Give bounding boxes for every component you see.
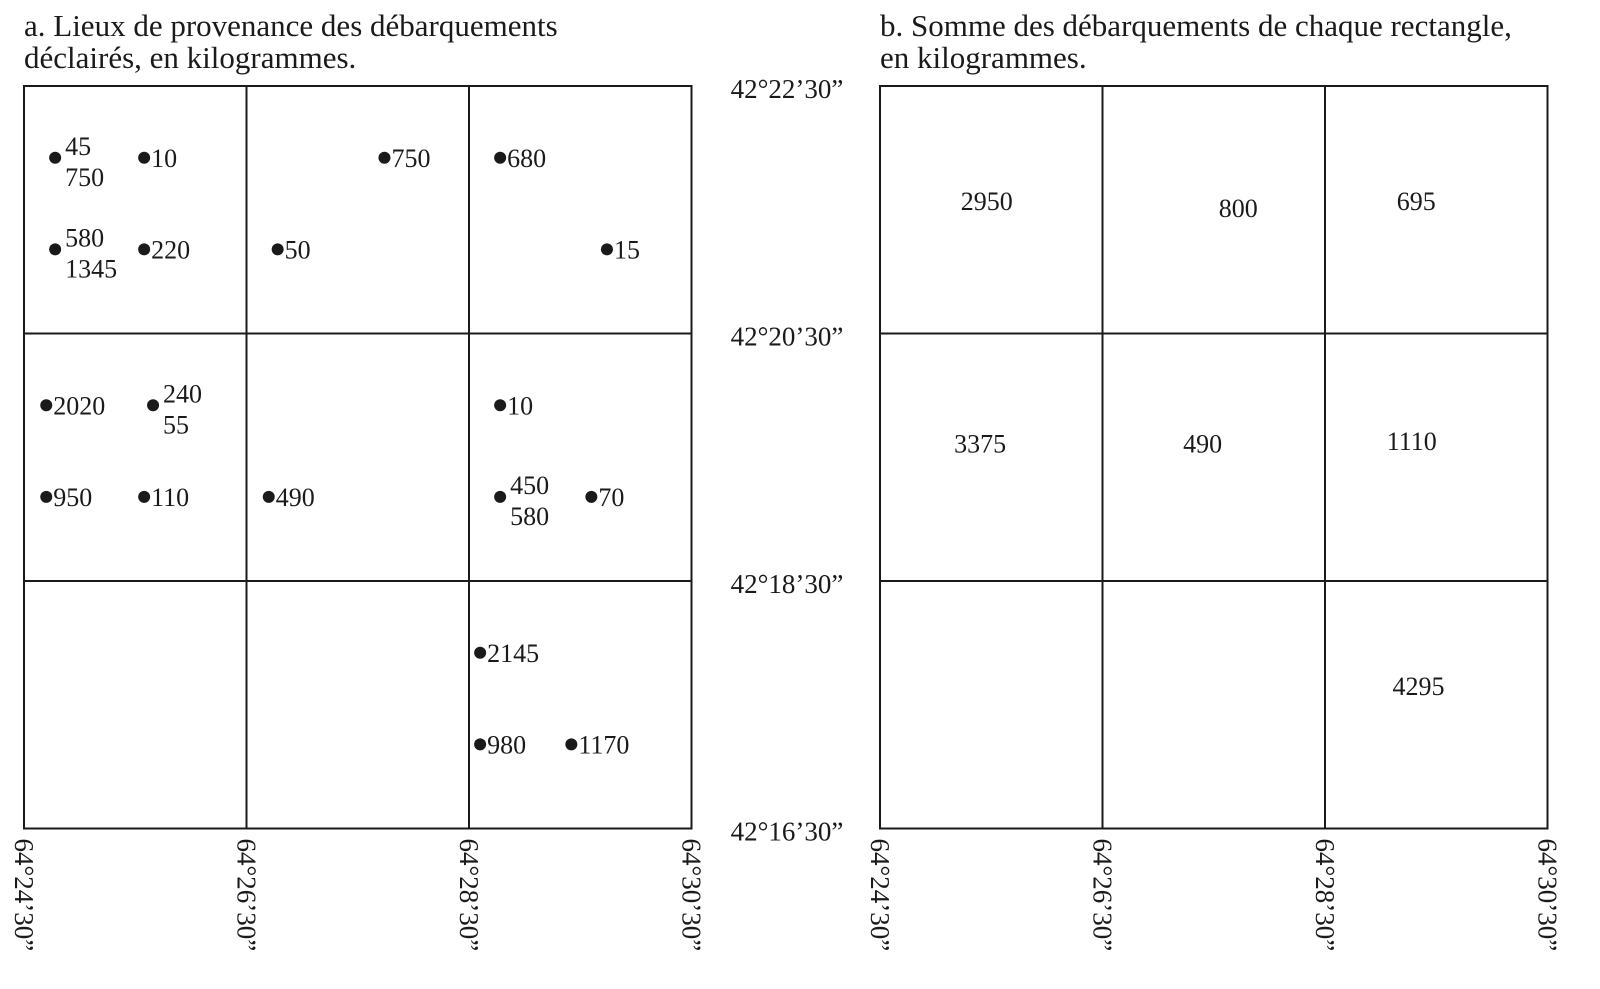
landing-point-value: 750 <box>65 162 105 192</box>
landing-point <box>138 235 190 264</box>
panel-a-frame <box>24 86 692 829</box>
landing-point <box>474 730 526 759</box>
landing-point-dot <box>565 738 577 750</box>
landing-point-value: 1345 <box>65 254 118 284</box>
landing-point-dot <box>378 152 390 164</box>
rectangle-sum-value: 800 <box>1218 194 1258 224</box>
landing-point <box>474 639 539 668</box>
landing-point <box>494 471 549 531</box>
panel-b-longitude-label: 64°30’30” <box>1532 838 1563 952</box>
landing-point-value: 2020 <box>53 391 106 421</box>
landing-point-dot <box>138 243 150 255</box>
landing-point-dot <box>40 491 52 503</box>
latitude-axis <box>731 74 844 847</box>
landing-point <box>49 223 117 283</box>
rectangle-sum-value: 1110 <box>1386 426 1437 456</box>
landing-point-value: 220 <box>151 235 191 265</box>
landing-point <box>40 483 92 512</box>
landing-point-value: 580 <box>65 223 105 253</box>
panel-a-title-line1: a. Lieux de provenance des débarquements <box>24 8 558 43</box>
landing-point-dot <box>49 243 61 255</box>
panel-a-longitude-label: 64°30’30” <box>676 838 707 952</box>
landing-point-value: 45 <box>65 131 92 161</box>
panel-a-longitude-label: 64°26’30” <box>231 838 262 952</box>
landing-point <box>147 379 202 439</box>
panel-a-grid <box>9 86 707 951</box>
panel-a-title-line2: déclairés, en kilogrammes. <box>24 40 357 75</box>
landing-point <box>40 391 105 420</box>
landing-point-value: 240 <box>163 379 203 409</box>
landing-point-dot <box>474 738 486 750</box>
latitude-label: 42°18’30” <box>730 569 844 599</box>
landing-point-value: 1170 <box>578 730 630 760</box>
landing-point-value: 680 <box>507 143 547 173</box>
landing-point-dot <box>272 243 284 255</box>
landing-point-value: 10 <box>151 143 178 173</box>
landing-point-dot <box>138 152 150 164</box>
panel-b-title-line2: en kilogrammes. <box>880 40 1087 75</box>
landing-point-dot <box>263 491 275 503</box>
landing-point <box>272 235 311 264</box>
rectangle-sum-value: 3375 <box>954 429 1007 459</box>
panel-b-longitude-label: 64°28’30” <box>1310 838 1340 952</box>
rectangle-sum-value: 490 <box>1183 429 1223 459</box>
landing-point-value: 490 <box>275 482 315 512</box>
rectangle-sum-value: 695 <box>1396 186 1436 216</box>
landing-point-value: 580 <box>510 501 550 531</box>
landing-point <box>378 144 430 173</box>
rectangle-sum-value: 4295 <box>1392 671 1445 701</box>
landing-point <box>494 391 533 420</box>
rectangle-sum-value: 2950 <box>960 186 1013 216</box>
landing-point-dot <box>585 491 597 503</box>
landing-point-value: 70 <box>598 482 625 512</box>
panel-b-title-line1: b. Somme des débarquements de chaque rectangle, <box>880 8 1512 43</box>
panel-b-longitude-label: 64°24’30” <box>865 838 895 952</box>
landing-point-value: 950 <box>53 482 93 512</box>
landing-point-dot <box>494 399 506 411</box>
landing-point <box>49 132 104 192</box>
landing-point-value: 750 <box>391 143 431 173</box>
latitude-label: 42°16’30” <box>730 816 844 847</box>
landing-point <box>601 235 640 264</box>
landing-point <box>565 730 629 759</box>
landing-point-value: 15 <box>613 235 640 265</box>
landing-point-dot <box>494 491 506 503</box>
landing-point-value: 50 <box>284 235 311 265</box>
landing-point-dot <box>40 399 52 411</box>
landing-point-value: 2145 <box>487 638 540 668</box>
latitude-label: 42°20’30” <box>730 321 844 352</box>
panel-a-longitude-label: 64°28’30” <box>454 838 484 952</box>
panel-b-grid <box>865 86 1563 951</box>
landing-point-dot <box>147 399 159 411</box>
landing-point-value: 10 <box>507 391 534 421</box>
landing-point-value: 450 <box>510 470 550 500</box>
landing-point <box>138 483 189 512</box>
landing-point-value: 110 <box>151 482 190 512</box>
landing-point <box>138 144 177 173</box>
panel-a-longitude-label: 64°24’30” <box>9 838 39 952</box>
landing-point-value: 980 <box>487 730 527 760</box>
landing-point-dot <box>474 647 486 659</box>
landing-point-dot <box>138 491 150 503</box>
landing-point-dot <box>494 152 506 164</box>
landing-point <box>494 144 546 173</box>
landing-point <box>585 483 624 512</box>
latitude-label: 42°22’30” <box>730 74 844 104</box>
landing-point-value: 55 <box>163 410 190 440</box>
landing-point <box>263 483 315 512</box>
landing-point-dot <box>601 243 613 255</box>
panel-b-longitude-label: 64°26’30” <box>1087 838 1118 952</box>
landing-point-dot <box>49 152 61 164</box>
